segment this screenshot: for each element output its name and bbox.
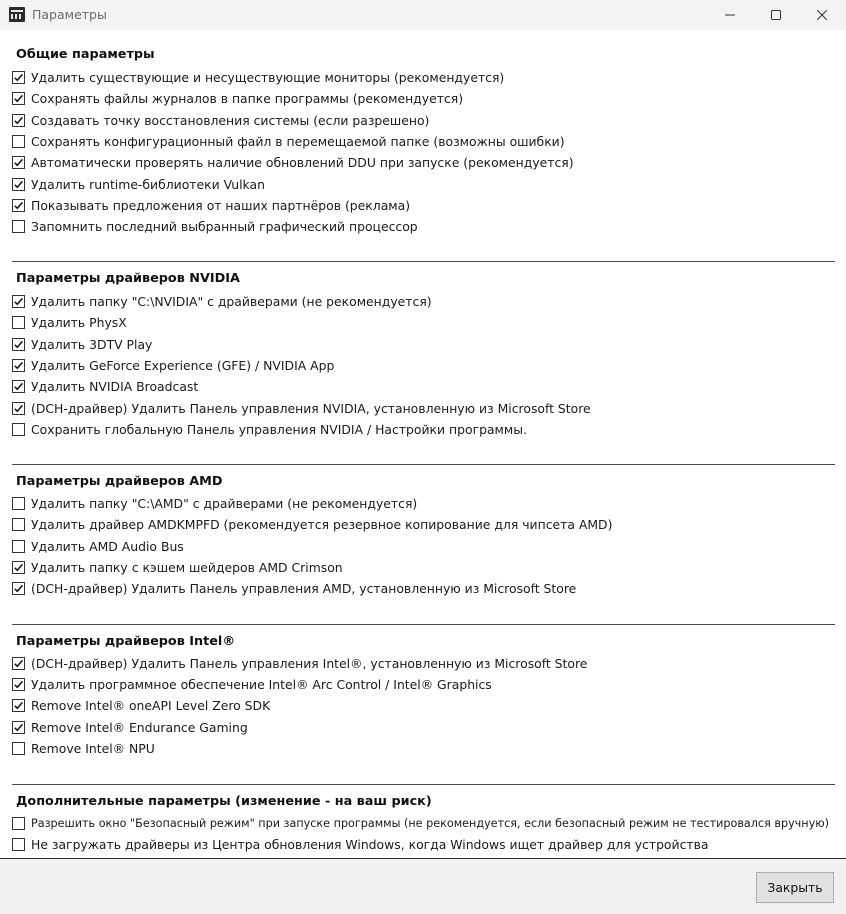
option-row[interactable] [12, 376, 198, 396]
option-row[interactable] [12, 131, 565, 151]
checkmark-icon [13, 700, 24, 711]
minimize-icon [725, 8, 735, 23]
checkbox[interactable] [12, 199, 25, 212]
checkmark-icon [13, 403, 24, 414]
option-label: (DCH-драйвер) Удалить Панель управления Intel®, установленную из Microsoft Store [31, 655, 588, 671]
option-row[interactable] [12, 493, 417, 513]
option-label: (DCH-драйвер) Удалить Панель управления AMD, установленную из Microsoft Store [31, 580, 577, 596]
option-label: (DCH-драйвер) Удалить Панель управления NVIDIA, установленную из Microsoft Store [31, 400, 591, 416]
checkbox[interactable] [12, 582, 25, 595]
option-row[interactable] [12, 355, 334, 375]
checkbox[interactable] [12, 380, 25, 393]
close-window-button[interactable] [799, 0, 845, 30]
checkbox[interactable] [12, 699, 25, 712]
option-row[interactable] [12, 334, 152, 354]
checkbox[interactable] [12, 817, 25, 830]
option-row[interactable] [12, 110, 429, 130]
checkbox[interactable] [12, 497, 25, 510]
checkmark-icon [13, 72, 24, 83]
checkmark-icon [13, 679, 24, 690]
option-label: Remove Intel® Endurance Gaming [31, 719, 248, 735]
option-row[interactable] [12, 398, 591, 418]
option-label: Сохранять конфигурационный файл в перемещаемой папке (возможны ошибки) [31, 133, 565, 149]
checkmark-icon [13, 381, 24, 392]
checkbox[interactable] [12, 71, 25, 84]
option-label: Удалить папку "C:\AMD" с драйверами (не рекомендуется) [31, 495, 418, 511]
option-row[interactable] [12, 834, 709, 854]
checkbox[interactable] [12, 540, 25, 553]
checkmark-icon [13, 93, 24, 104]
checkmark-icon [13, 296, 24, 307]
option-label: Удалить GeForce Experience (GFE) / NVIDIA App [31, 357, 335, 373]
option-label: Remove Intel® oneAPI Level Zero SDK [31, 697, 271, 713]
option-row[interactable] [12, 557, 343, 577]
option-row[interactable] [12, 216, 418, 236]
section-title-nvidia: Параметры драйверов NVIDIA [16, 271, 240, 286]
option-label: Запомнить последний выбранный графический процессор [31, 218, 418, 234]
checkmark-icon [13, 658, 24, 669]
checkbox[interactable] [12, 561, 25, 574]
section-divider [12, 784, 835, 785]
checkbox[interactable] [12, 135, 25, 148]
option-row[interactable] [12, 536, 184, 556]
close-icon [817, 8, 827, 23]
checkbox[interactable] [12, 316, 25, 329]
checkbox[interactable] [12, 156, 25, 169]
checkbox[interactable] [12, 742, 25, 755]
close-button[interactable]: Закрыть [756, 872, 834, 903]
checkbox[interactable] [12, 423, 25, 436]
checkmark-icon [13, 179, 24, 190]
section-title-advanced: Дополнительные параметры (изменение - на ваш риск) [16, 794, 432, 809]
option-label: Удалить runtime-библиотеки Vulkan [31, 176, 265, 192]
option-label: Удалить драйвер AMDKMPFD (рекомендуется резервное копирование для чипсета AMD) [31, 516, 613, 532]
checkbox[interactable] [12, 678, 25, 691]
checkbox[interactable] [12, 114, 25, 127]
checkbox[interactable] [12, 838, 25, 851]
option-row[interactable] [12, 291, 432, 311]
option-row[interactable] [12, 717, 248, 737]
option-row[interactable] [12, 419, 527, 439]
option-label: Удалить 3DTV Play [31, 336, 153, 352]
checkmark-icon [13, 157, 24, 168]
checkmark-icon [13, 115, 24, 126]
checkbox[interactable] [12, 657, 25, 670]
option-row[interactable] [12, 152, 574, 172]
option-label: Сохранить глобальную Панель управления NVIDIA / Настройки программы. [31, 421, 527, 437]
checkbox[interactable] [12, 402, 25, 415]
checkbox[interactable] [12, 338, 25, 351]
option-row[interactable] [12, 578, 576, 598]
window-title: Параметры [32, 7, 107, 22]
title-bar [0, 0, 846, 30]
section-divider [12, 624, 835, 625]
section-divider [12, 464, 835, 465]
option-row[interactable] [12, 695, 270, 715]
option-row[interactable] [12, 674, 492, 694]
section-title-general: Общие параметры [16, 47, 155, 62]
maximize-button[interactable] [753, 0, 799, 30]
option-label: Удалить программное обеспечение Intel® Arc Control / Intel® Graphics [31, 676, 492, 692]
option-row[interactable] [12, 514, 612, 534]
checkmark-icon [13, 583, 24, 594]
section-title-intel: Параметры драйверов Intel® [16, 634, 236, 649]
option-label: Разрешить окно "Безопасный режим" при запуске программы (не рекомендуется, если безопасный режим не тестировался вручную) [31, 816, 830, 830]
option-label: Удалить PhysX [31, 314, 127, 330]
footer [0, 859, 846, 914]
option-label: Создавать точку восстановления системы (если разрешено) [31, 112, 430, 128]
checkbox[interactable] [12, 92, 25, 105]
options-panel [0, 30, 846, 858]
checkbox[interactable] [12, 518, 25, 531]
checkmark-icon [13, 562, 24, 573]
option-row[interactable] [12, 88, 463, 108]
option-label: Remove Intel® NPU [31, 740, 155, 756]
minimize-button[interactable] [707, 0, 753, 30]
option-label: Сохранять файлы журналов в папке программы (рекомендуется) [31, 90, 464, 106]
option-row[interactable] [12, 813, 829, 833]
checkmark-icon [13, 200, 24, 211]
option-label: Удалить существующие и несуществующие мониторы (рекомендуется) [31, 69, 505, 85]
checkbox[interactable] [12, 295, 25, 308]
option-label: Автоматически проверять наличие обновлений DDU при запуске (рекомендуется) [31, 154, 574, 170]
option-label: Удалить папку с кэшем шейдеров AMD Crimson [31, 559, 343, 575]
option-row[interactable] [12, 653, 587, 673]
option-row[interactable] [12, 67, 504, 87]
option-row[interactable] [12, 738, 155, 758]
option-row[interactable] [12, 195, 410, 215]
checkmark-icon [13, 360, 24, 371]
option-row[interactable] [12, 174, 265, 194]
option-row[interactable] [12, 312, 127, 332]
option-label: Удалить AMD Audio Bus [31, 538, 184, 554]
checkmark-icon [13, 339, 24, 350]
checkbox[interactable] [12, 721, 25, 734]
checkbox[interactable] [12, 220, 25, 233]
ddu-app-icon [9, 7, 25, 22]
section-title-amd: Параметры драйверов AMD [16, 474, 223, 489]
section-divider [12, 261, 835, 262]
checkmark-icon [13, 722, 24, 733]
option-label: Не загружать драйверы из Центра обновления Windows, когда Windows ищет драйвер для устройства [31, 836, 709, 852]
option-label: Удалить папку "C:\NVIDIA" с драйверами (не рекомендуется) [31, 293, 432, 309]
checkbox[interactable] [12, 359, 25, 372]
checkbox[interactable] [12, 178, 25, 191]
option-label: Показывать предложения от наших партнёров (реклама) [31, 197, 411, 213]
option-label: Удалить NVIDIA Broadcast [31, 378, 199, 394]
maximize-icon [771, 8, 781, 23]
